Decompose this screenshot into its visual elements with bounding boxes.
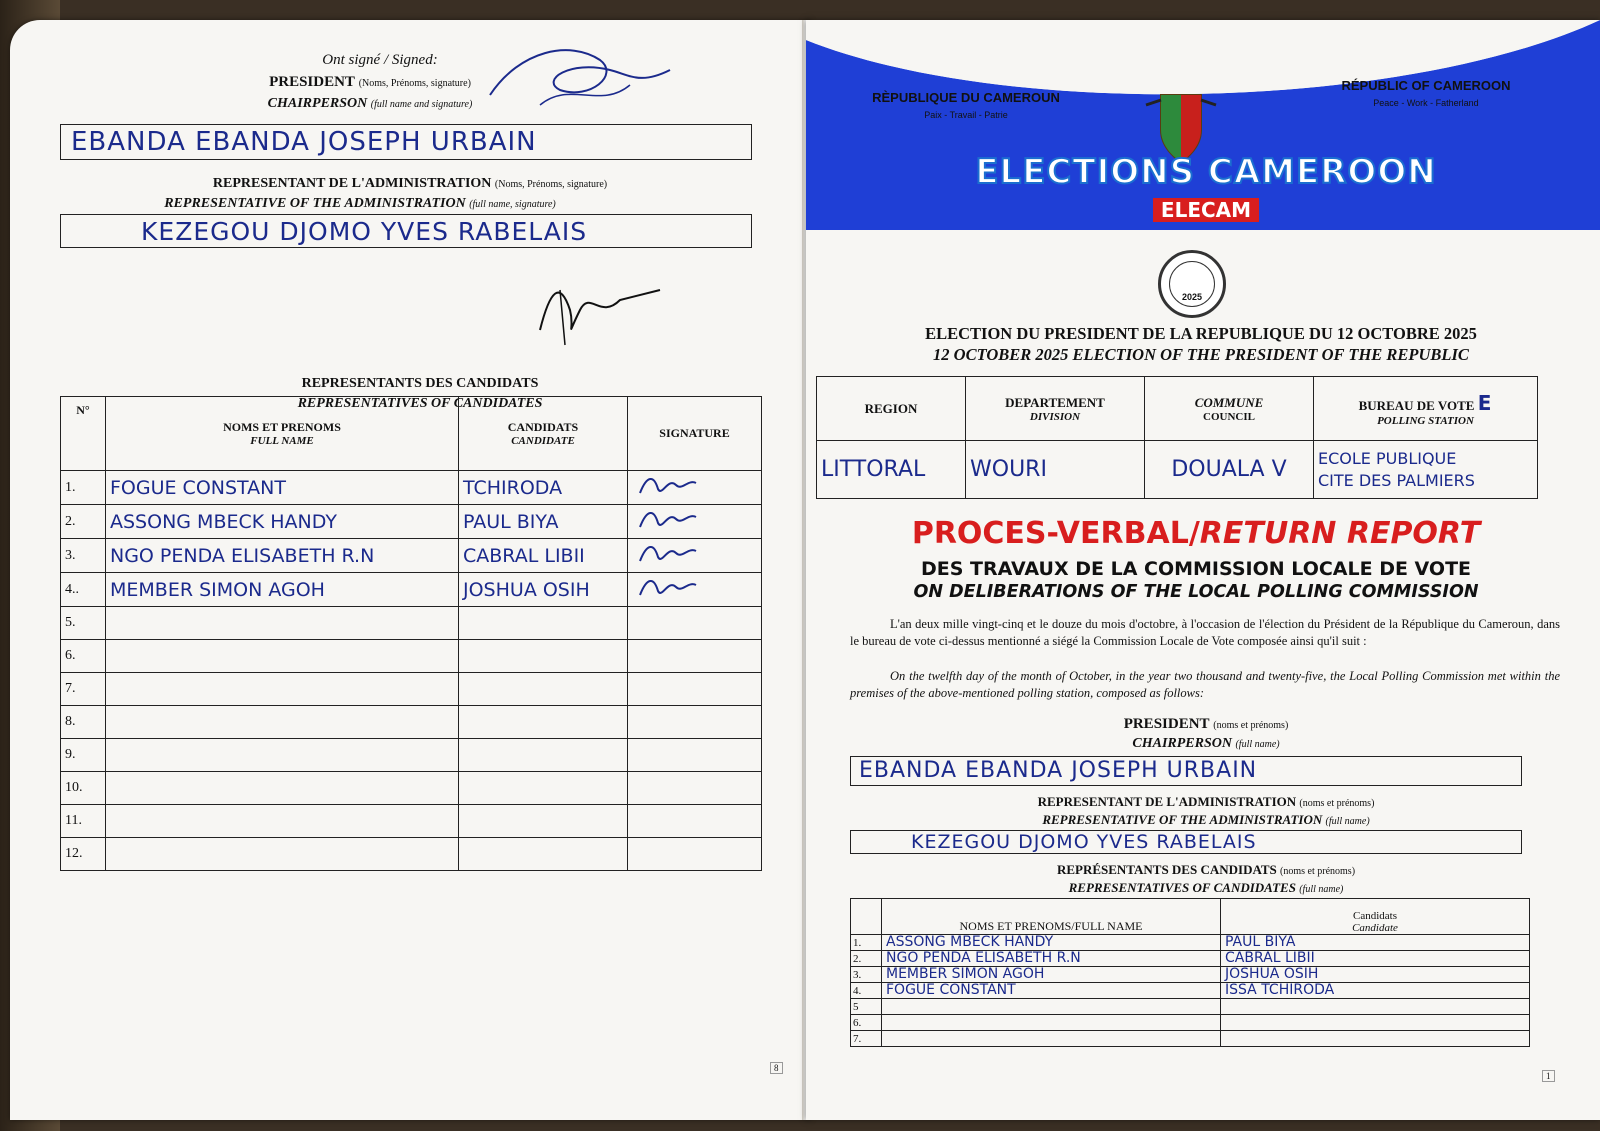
col-candidate-header: CANDIDATS CANDIDATE — [459, 397, 628, 471]
table-row — [61, 673, 762, 706]
reps-title-en: REPRESENTATIVES OF CANDIDATES — [297, 396, 543, 411]
intro-paragraph-fr: L'an deux mille vingt-cinq et le douze du mois d'octobre, à l'occasion de l'élection du Président de la République du Cameroun, dans le bureau de vote ci-dessus mentionné a siégé la Commission Locale de Vote composée ainsi qu'il suit : — [850, 617, 1560, 648]
table-row — [851, 967, 1530, 983]
country-en: RÉPUBLIC OF CAMEROON — [1341, 78, 1511, 93]
admin-name: KEZEGOU DJOMO YVES RABELAIS — [141, 217, 588, 246]
table-row — [61, 838, 762, 871]
row-signature — [628, 838, 762, 871]
right-admin-name: KEZEGOU DJOMO YVES RABELAIS — [911, 831, 1257, 853]
right-admin-label-en: REPRESENTATIVE OF THE ADMINISTRATION (full name) — [1042, 812, 1370, 827]
admin-label-en: REPRESENTATIVE OF THE ADMINISTRATION (full name, signature) — [164, 196, 556, 211]
row-name — [106, 673, 459, 706]
row-candidate: CABRAL LIBII — [1221, 951, 1530, 967]
commune-header: COMMUNE COUNCIL — [1145, 377, 1314, 441]
row-name — [106, 607, 459, 640]
bureau-value: ECOLE PUBLIQUE CITE DES PALMIERS — [1314, 441, 1538, 499]
row-number: 4. — [851, 983, 882, 999]
reps-title: REPRESENTANTS DES CANDIDATS — [301, 376, 539, 391]
row-name — [106, 805, 459, 838]
row-number: 9. — [61, 739, 106, 772]
right-page — [806, 20, 1600, 1120]
row-name: FOGUE CONSTANT — [106, 471, 459, 505]
row-name: FOGUE CONSTANT — [882, 983, 1221, 999]
left-page — [10, 20, 810, 1120]
return-report-title: PROCES-VERBAL/RETURN REPORT — [911, 516, 1481, 551]
row-candidate — [1221, 1031, 1530, 1047]
right-president-name: EBANDA EBANDA JOSEPH URBAIN — [859, 758, 1258, 783]
row-signature — [628, 471, 762, 505]
row-name — [106, 772, 459, 805]
row-name — [882, 1015, 1221, 1031]
row-signature — [628, 772, 762, 805]
election-seal — [1158, 250, 1226, 318]
row-candidate — [459, 772, 628, 805]
signature-mark — [632, 505, 702, 533]
signature-mark — [632, 573, 702, 601]
table-row — [61, 505, 762, 539]
signed-label: Ont signé / Signed: — [322, 52, 438, 68]
row-candidate — [1221, 999, 1530, 1015]
col-signature-header: SIGNATURE — [628, 397, 762, 471]
admin-name-box — [60, 214, 752, 248]
report-subtitle-en: ON DELIBERATIONS OF THE LOCAL POLLING COMMISSION — [913, 582, 1479, 602]
reps-table — [60, 396, 762, 871]
row-candidate — [459, 739, 628, 772]
row-candidate: JOSHUA OSIH — [1221, 967, 1530, 983]
row-signature — [628, 505, 762, 539]
row-number: 11. — [61, 805, 106, 838]
commune-value: DOUALA V — [1145, 441, 1314, 499]
row-name: ASSONG MBECK HANDY — [882, 935, 1221, 951]
row-signature — [628, 673, 762, 706]
row-number: 10. — [61, 772, 106, 805]
col-no-header: N° — [61, 397, 106, 471]
row-candidate: CABRAL LIBII — [459, 539, 628, 573]
right-president-label: PRESIDENT (noms et prénoms) — [1123, 716, 1289, 732]
row-candidate: TCHIRODA — [459, 471, 628, 505]
election-title-fr: ELECTION DU PRESIDENT DE LA REPUBLIQUE DU 12 OCTOBRE 2025 — [925, 324, 1477, 343]
right-page-number: 1 — [1542, 1070, 1555, 1082]
row-number: 5 — [851, 999, 882, 1015]
row-name: MEMBER SIMON AGOH — [106, 573, 459, 607]
table-row — [61, 706, 762, 739]
row-name: MEMBER SIMON AGOH — [882, 967, 1221, 983]
row-signature — [628, 539, 762, 573]
bureau-header: BUREAU DE VOTE E POLLING STATION — [1314, 377, 1538, 441]
row-name — [106, 706, 459, 739]
right-col-candidate-header: Candidats Candidate — [1221, 899, 1530, 935]
president-label: PRESIDENT (Noms, Prénoms, signature) — [269, 74, 471, 90]
row-number: 2. — [61, 505, 106, 539]
row-name: ASSONG MBECK HANDY — [106, 505, 459, 539]
table-row — [61, 607, 762, 640]
row-name — [882, 999, 1221, 1015]
row-number: 7. — [851, 1031, 882, 1047]
row-candidate — [459, 607, 628, 640]
org-name: ELECTIONS CAMEROON — [975, 152, 1437, 192]
row-number: 4.. — [61, 573, 106, 607]
right-col-name-header: NOMS ET PRENOMS/FULL NAME — [882, 899, 1221, 935]
right-reps-label: REPRÉSENTANTS DES CANDIDATS (noms et prénoms) — [1056, 862, 1356, 877]
row-candidate — [459, 673, 628, 706]
table-row — [61, 471, 762, 505]
row-name — [106, 838, 459, 871]
table-row — [61, 539, 762, 573]
admin-label: REPRESENTANT DE L'ADMINISTRATION (Noms, Prénoms, signature) — [212, 176, 608, 191]
table-row — [61, 640, 762, 673]
row-number: 3. — [61, 539, 106, 573]
signature-mark — [632, 471, 702, 499]
org-short: ELECAM — [1153, 198, 1259, 222]
row-number: 7. — [61, 673, 106, 706]
table-row — [851, 999, 1530, 1015]
row-candidate — [459, 640, 628, 673]
row-number: 2. — [851, 951, 882, 967]
right-chairperson-label: CHAIRPERSON (full name) — [1132, 736, 1280, 751]
department-value: WOURI — [966, 441, 1145, 499]
right-reps-label-en: REPRESENTATIVES OF CANDIDATES (full name) — [1068, 880, 1344, 895]
president-name-box — [60, 124, 752, 160]
row-candidate — [459, 805, 628, 838]
row-candidate: PAUL BIYA — [1221, 935, 1530, 951]
department-header: DEPARTEMENT DIVISION — [966, 377, 1145, 441]
right-admin-label: REPRESENTANT DE L'ADMINISTRATION (noms et prénoms) — [1037, 794, 1375, 809]
row-number: 6. — [61, 640, 106, 673]
page-number: 8 — [770, 1062, 783, 1074]
table-row — [851, 983, 1530, 999]
row-number: 1. — [851, 935, 882, 951]
signature-mark — [632, 539, 702, 567]
table-row — [851, 951, 1530, 967]
row-candidate: ISSA TCHIRODA — [1221, 983, 1530, 999]
country-fr: RÈPUBLIQUE DU CAMEROUN — [872, 90, 1060, 105]
seal-year: 2025 — [1169, 261, 1215, 307]
president-signature — [480, 40, 680, 120]
row-number: 6. — [851, 1015, 882, 1031]
row-signature — [628, 573, 762, 607]
right-col-no-header — [851, 899, 882, 935]
row-name: NGO PENDA ELISABETH R.N — [882, 951, 1221, 967]
president-name: EBANDA EBANDA JOSEPH URBAIN — [71, 127, 537, 157]
table-row — [61, 573, 762, 607]
row-candidate: JOSHUA OSIH — [459, 573, 628, 607]
admin-signature — [520, 270, 670, 350]
election-title-en: 12 OCTOBER 2025 ELECTION OF THE PRESIDENT OF THE REPUBLIC — [933, 345, 1469, 364]
org-name-wrap — [906, 152, 1506, 192]
row-signature — [628, 640, 762, 673]
table-row — [851, 1031, 1530, 1047]
row-signature — [628, 739, 762, 772]
table-row — [851, 1015, 1530, 1031]
row-number: 12. — [61, 838, 106, 871]
row-candidate — [459, 838, 628, 871]
intro-paragraph-en: On the twelfth day of the month of October, in the year two thousand and twenty-five, the Local Polling Commission met within the premises of the above-mentioned polling station, composed as follows: — [850, 669, 1560, 700]
row-number: 5. — [61, 607, 106, 640]
row-signature — [628, 805, 762, 838]
region-header: REGION — [817, 377, 966, 441]
motto-fr: Paix - Travail - Patrie — [924, 110, 1008, 120]
table-row — [61, 805, 762, 838]
row-name: NGO PENDA ELISABETH R.N — [106, 539, 459, 573]
row-name — [882, 1031, 1221, 1047]
region-value: LITTORAL — [817, 441, 966, 499]
row-number: 1. — [61, 471, 106, 505]
row-number: 8. — [61, 706, 106, 739]
row-signature — [628, 607, 762, 640]
row-name — [106, 739, 459, 772]
row-candidate — [1221, 1015, 1530, 1031]
right-president-box — [850, 756, 1522, 786]
right-reps-table — [850, 898, 1530, 1047]
table-row — [61, 772, 762, 805]
row-candidate — [459, 706, 628, 739]
row-name — [106, 640, 459, 673]
location-table — [816, 376, 1538, 499]
chairperson-label: CHAIRPERSON (full name and signature) — [267, 96, 473, 111]
right-admin-box — [850, 830, 1522, 854]
row-number: 3. — [851, 967, 882, 983]
report-subtitle-fr: DES TRAVAUX DE LA COMMISSION LOCALE DE VOTE — [920, 558, 1472, 580]
row-candidate: PAUL BIYA — [459, 505, 628, 539]
org-short-wrap — [906, 198, 1506, 222]
table-row — [851, 935, 1530, 951]
motto-en: Peace - Work - Fatherland — [1373, 98, 1479, 108]
col-name-header: NOMS ET PRENOMS FULL NAME — [106, 397, 459, 471]
row-signature — [628, 706, 762, 739]
table-row — [61, 739, 762, 772]
